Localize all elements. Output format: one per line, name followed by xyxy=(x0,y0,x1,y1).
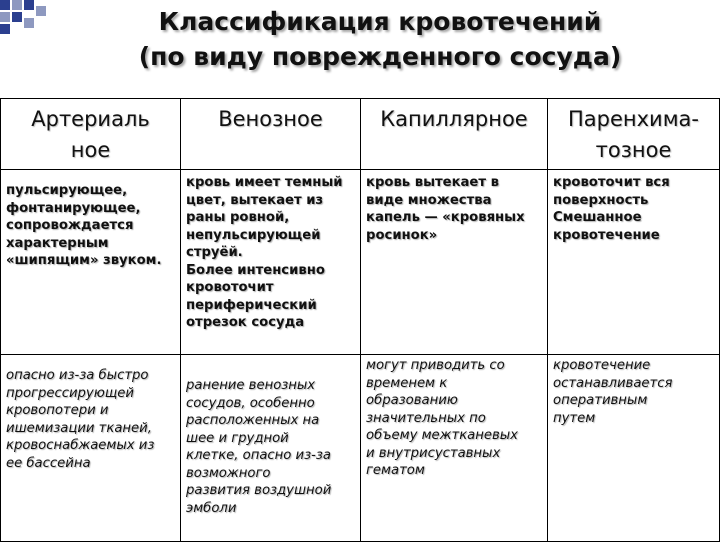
cell-line: ее бассейна xyxy=(6,455,91,471)
cell-venous-danger xyxy=(181,355,361,542)
header-venous xyxy=(181,99,361,170)
slide-title-line1: Классификация кровотечений xyxy=(158,7,602,36)
cell-parenchymal-danger xyxy=(548,355,720,542)
header-line: Артериаль xyxy=(31,107,150,131)
cell-line: росинок» xyxy=(366,227,438,243)
cell-line: виде множества xyxy=(366,192,492,208)
table-row xyxy=(1,355,720,542)
square-decoration-icon xyxy=(24,18,34,28)
cell-line: ишемизации тканей, xyxy=(6,420,152,436)
cell-line: Смешанное xyxy=(553,210,642,225)
square-decoration-icon xyxy=(24,0,34,10)
cell-line: шее и грудной xyxy=(186,430,289,446)
cell-line: опасно из-за быстро xyxy=(6,368,149,383)
header-arterial xyxy=(1,99,181,170)
cell-line: раны ровной, xyxy=(186,210,290,225)
cell-line: прогрессирующей xyxy=(6,385,134,401)
cell-line: кровоснабжаемых из xyxy=(6,438,155,453)
slide-title-line2: (по виду поврежденного сосуда) xyxy=(138,42,622,71)
cell-line: гематом xyxy=(366,463,425,478)
square-decoration-icon xyxy=(12,12,22,22)
cell-line: кровопотери и xyxy=(6,403,109,418)
cell-line: капель — «кровяных xyxy=(366,210,525,225)
cell-line: значительных по xyxy=(366,410,486,426)
cell-line: пульсирующее, xyxy=(6,183,128,198)
slide-title xyxy=(60,4,700,74)
cell-arterial-danger xyxy=(1,355,181,542)
cell-line: сосудов, особенно xyxy=(186,395,315,411)
cell-line: кровь имеет темный xyxy=(186,175,343,190)
cell-line: Более интенсивно xyxy=(186,262,325,278)
square-decoration-icon xyxy=(0,24,10,34)
header-line: Венозное xyxy=(218,107,323,131)
cell-line: объему межтканевых xyxy=(366,428,518,443)
cell-line: путем xyxy=(553,410,596,426)
header-capillary xyxy=(361,99,548,170)
cell-line: ранение венозных xyxy=(186,378,316,393)
cell-line: временем к xyxy=(366,375,448,391)
table-row xyxy=(1,170,720,355)
classification-table xyxy=(0,98,720,542)
header-line: тозное xyxy=(595,138,672,162)
cell-capillary-danger xyxy=(361,355,548,542)
square-decoration-icon xyxy=(12,0,22,10)
cell-line: фонтанирующее, xyxy=(6,200,141,216)
cell-line: кровоточит вся xyxy=(553,175,670,190)
cell-line: сопровождается xyxy=(6,218,134,233)
cell-line: цвет, вытекает из xyxy=(186,192,324,208)
cell-line: кровоточит xyxy=(186,280,274,295)
cell-line: останавливается xyxy=(553,375,673,391)
corner-decoration xyxy=(0,0,60,40)
cell-line: расположенных на xyxy=(186,413,320,428)
cell-line: могут приводить со xyxy=(366,358,505,373)
cell-parenchymal-description xyxy=(548,170,720,355)
cell-line: отрезок сосуда xyxy=(186,315,305,330)
cell-capillary-description xyxy=(361,170,548,355)
cell-line: периферический xyxy=(186,297,317,313)
header-line: Капиллярное xyxy=(380,107,528,131)
cell-line: поверхность xyxy=(553,192,649,208)
header-line: ное xyxy=(70,138,111,162)
square-decoration-icon xyxy=(0,12,10,22)
cell-line: оперативным xyxy=(553,393,648,408)
cell-line: развития воздушной xyxy=(186,483,332,498)
cell-venous-description xyxy=(181,170,361,355)
cell-line: струёй. xyxy=(186,245,243,260)
cell-line: непульсирующей xyxy=(186,227,321,243)
square-decoration-icon xyxy=(0,0,10,10)
cell-line: кровотечение xyxy=(553,227,660,243)
header-row xyxy=(1,99,720,170)
cell-line: кровь вытекает в xyxy=(366,175,499,190)
cell-line: образованию xyxy=(366,393,458,408)
cell-line: «шипящим» звуком. xyxy=(6,253,162,268)
cell-line: эмболи xyxy=(186,500,237,516)
cell-line: кровотечение xyxy=(553,358,651,373)
square-decoration-icon xyxy=(36,6,46,16)
cell-line: возможного xyxy=(186,465,271,481)
cell-arterial-description xyxy=(1,170,181,355)
cell-line: клетке, опасно из-за xyxy=(186,448,331,463)
cell-line: характерным xyxy=(6,235,109,251)
cell-line: и внутрисуставных xyxy=(366,445,501,461)
header-parenchymal xyxy=(548,99,720,170)
header-line: Паренхима- xyxy=(567,107,699,131)
